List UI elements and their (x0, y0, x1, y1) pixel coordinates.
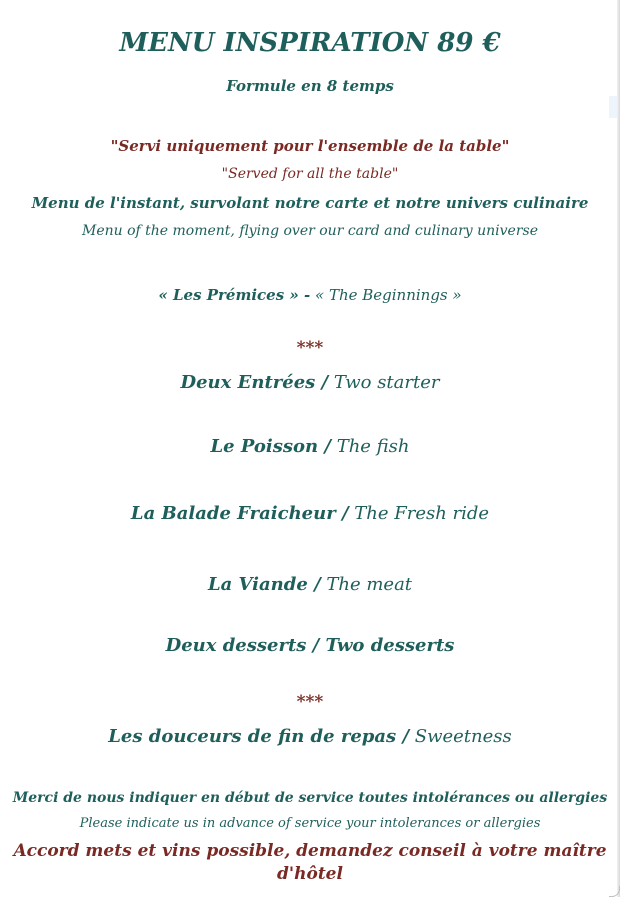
course-name-fr: Le Poisson / (210, 436, 331, 457)
course-name-fr: La Viande / (207, 574, 321, 595)
separator-bottom: *** (296, 692, 324, 712)
course-name-fr: Les douceurs de fin de repas / (108, 726, 410, 747)
course-item (0, 502, 620, 526)
allergy-note-fr: Merci de nous indiquer en début de service toutes intolérances ou allergies (12, 790, 608, 806)
wine-pairing-line1: Accord mets et vins possible, demandez conseil à votre maître (13, 841, 607, 861)
served-note-fr: "Servi uniquement pour l'ensemble de la table" (110, 137, 510, 155)
premices-fr: « Les Prémices » - (158, 286, 311, 304)
course-item (0, 435, 620, 459)
allergy-note-en: Please indicate us in advance of service your intolerances or allergies (79, 816, 541, 831)
menu-subtitle: Formule en 8 temps (226, 77, 394, 95)
premices-heading (0, 285, 620, 305)
course-name-en: The meat (326, 574, 413, 595)
course-item: Deux desserts / Two desserts (165, 635, 455, 656)
course-name-en: The Fresh ride (354, 503, 490, 524)
course-name-en: Two starter (333, 372, 440, 393)
course-item (0, 573, 620, 597)
menu-title: MENU INSPIRATION 89 € (119, 28, 501, 58)
course-item (0, 725, 620, 749)
wine-pairing-line2: d'hôtel (277, 864, 343, 884)
menu-description-fr: Menu de l'instant, survolant notre carte et notre univers culinaire (31, 194, 589, 212)
separator-top: *** (296, 338, 324, 358)
course-name-fr: La Balade Fraicheur / (130, 503, 349, 524)
served-note-en: "Served for all the table" (221, 166, 399, 182)
course-item (0, 371, 620, 395)
course-name-fr: Deux Entrées / (180, 372, 329, 393)
course-name-en: Sweetness (414, 726, 512, 747)
menu-description-en: Menu of the moment, flying over our card and culinary universe (81, 223, 539, 239)
premices-en: « The Beginnings » (315, 286, 462, 304)
course-name-en: The fish (336, 436, 410, 457)
